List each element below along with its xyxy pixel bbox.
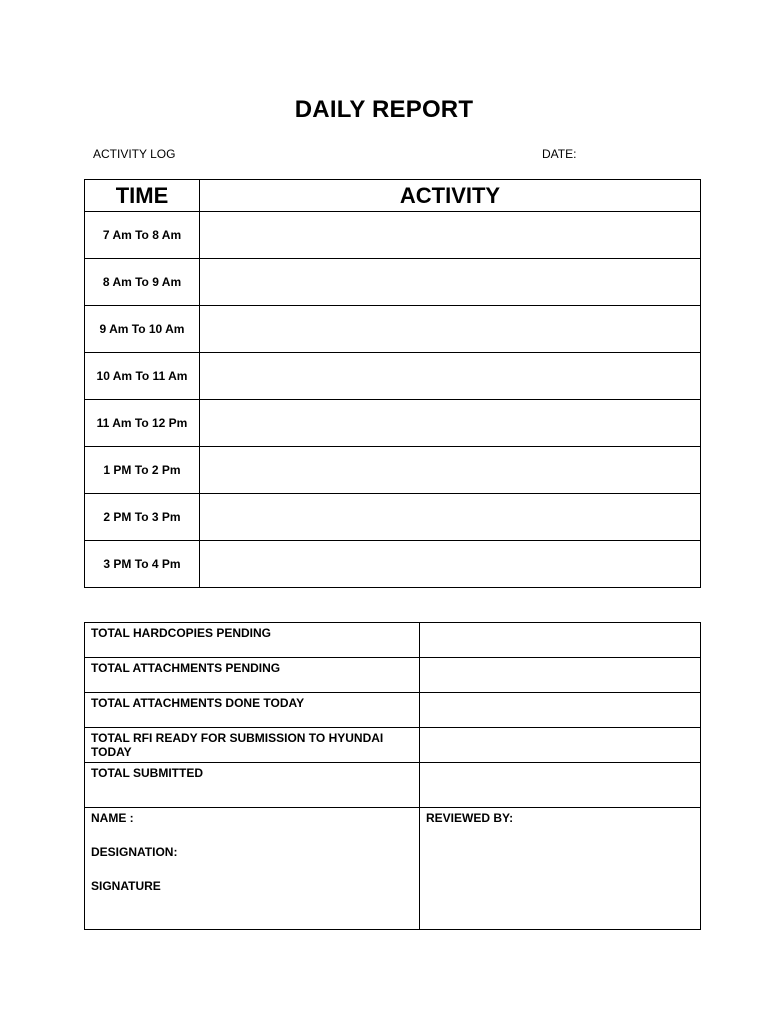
time-column-header: TIME [85,180,200,212]
rfi-ready-value[interactable] [420,728,701,763]
summary-row [85,763,701,808]
name-label: NAME : [91,811,134,825]
summary-row [85,728,701,763]
total-submitted-value[interactable] [420,763,701,808]
activity-cell[interactable] [200,400,701,447]
activity-column-header: ACTIVITY [200,180,701,212]
activity-log-label: ACTIVITY LOG [93,147,176,161]
table-header-row [85,180,701,212]
rfi-ready-label: TOTAL RFI READY FOR SUBMISSION TO HYUNDAI TODAY [85,728,420,763]
activity-cell[interactable] [200,259,701,306]
page-title: DAILY REPORT [294,96,474,123]
table-row [85,353,701,400]
summary-table [84,622,701,930]
time-slot-cell: 2 PM To 3 Pm [85,494,200,541]
activity-cell[interactable] [200,212,701,259]
signature-row [85,808,701,930]
date-label: DATE: [542,147,577,161]
reviewed-by-label: REVIEWED BY: [426,811,514,825]
summary-row [85,693,701,728]
table-row [85,259,701,306]
summary-row [85,623,701,658]
summary-row [85,658,701,693]
activity-cell[interactable] [200,541,701,588]
time-slot-cell: 9 Am To 10 Am [85,306,200,353]
attachments-pending-label: TOTAL ATTACHMENTS PENDING [85,658,420,693]
time-slot-cell: 11 Am To 12 Pm [85,400,200,447]
total-submitted-label: TOTAL SUBMITTED [85,763,420,808]
hardcopies-pending-value[interactable] [420,623,701,658]
activity-cell[interactable] [200,353,701,400]
time-slot-cell: 10 Am To 11 Am [85,353,200,400]
signature-label: SIGNATURE [91,879,161,893]
activity-cell[interactable] [200,494,701,541]
reviewed-by-cell[interactable] [420,808,701,930]
time-slot-cell: 3 PM To 4 Pm [85,541,200,588]
table-row [85,400,701,447]
activity-cell[interactable] [200,306,701,353]
attachments-done-value[interactable] [420,693,701,728]
hardcopies-pending-label: TOTAL HARDCOPIES PENDING [85,623,420,658]
attachments-done-label: TOTAL ATTACHMENTS DONE TODAY [85,693,420,728]
table-row [85,306,701,353]
table-row [85,212,701,259]
table-row [85,541,701,588]
activity-cell[interactable] [200,447,701,494]
employee-details-cell[interactable] [85,808,420,930]
activity-log-table [84,179,701,588]
table-row [85,494,701,541]
time-slot-cell: 7 Am To 8 Am [85,212,200,259]
time-slot-cell: 1 PM To 2 Pm [85,447,200,494]
time-slot-cell: 8 Am To 9 Am [85,259,200,306]
attachments-pending-value[interactable] [420,658,701,693]
designation-label: DESIGNATION: [91,845,178,859]
table-row [85,447,701,494]
